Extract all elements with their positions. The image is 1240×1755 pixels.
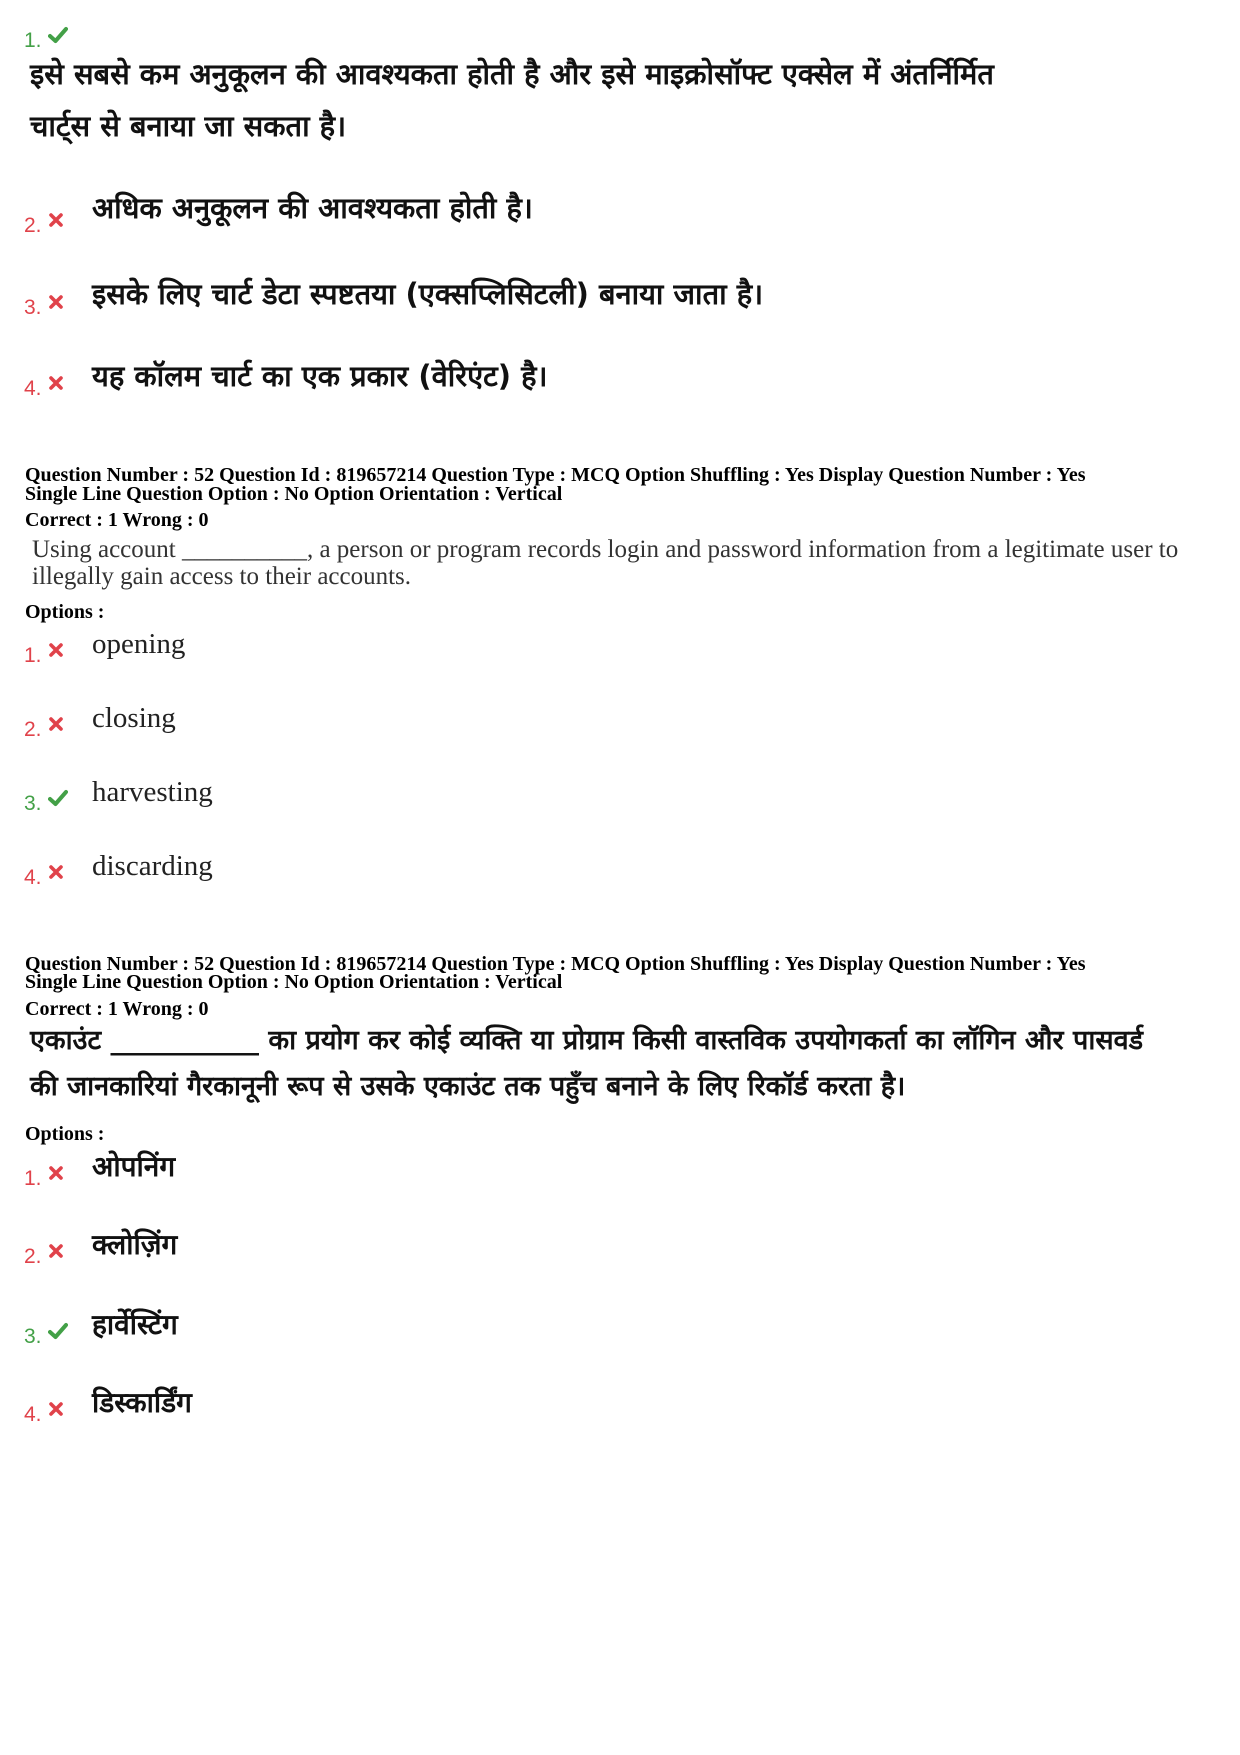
option-number: 3. bbox=[24, 1325, 42, 1348]
check-icon bbox=[48, 1321, 68, 1341]
option-text-line: चार्ट्स से बनाया जा सकता है। bbox=[30, 109, 347, 143]
option-text: closing bbox=[92, 702, 176, 734]
option-text: discarding bbox=[92, 850, 213, 882]
question-meta-line1: Question Number : 52 Question Id : 819657214 Question Type : MCQ Option Shuffling : Yes Display Question Number : Yes bbox=[25, 464, 1086, 486]
option-number: 3. bbox=[24, 792, 42, 815]
option-number: 1. bbox=[24, 1167, 42, 1190]
option-text: opening bbox=[92, 628, 186, 660]
option-number: 2. bbox=[24, 1245, 42, 1268]
option-text: डिस्कार्डिंग bbox=[92, 1386, 192, 1419]
cross-icon bbox=[46, 862, 66, 882]
option-number: 4. bbox=[24, 377, 42, 400]
option-text: इसके लिए चार्ट डेटा स्पष्टतया (एक्सप्लिसिटली) बनाया जाता है। bbox=[92, 277, 764, 311]
option-text: क्लोज़िंग bbox=[92, 1228, 178, 1261]
option-text: अधिक अनुकूलन की आवश्यकता होती है। bbox=[92, 191, 533, 225]
option-text: ओपनिंग bbox=[92, 1150, 176, 1183]
option-number: 2. bbox=[24, 214, 42, 237]
options-label: Options : bbox=[25, 1123, 105, 1145]
cross-icon bbox=[46, 1163, 66, 1183]
cross-icon bbox=[46, 373, 66, 393]
option-text: हार्वेस्टिंग bbox=[92, 1308, 178, 1341]
question-text-line2: की जानकारियां गैरकानूनी रूप से उसके एकाउंट तक पहुँच बनाने के लिए रिकॉर्ड करता है। bbox=[30, 1071, 906, 1102]
option-number: 4. bbox=[24, 866, 42, 889]
option-number: 3. bbox=[24, 296, 42, 319]
question-text-line1: एकाउंट ___________ का प्रयोग कर कोई व्यक्ति या प्रोग्राम किसी वास्तविक उपयोगकर्ता का लॉगिन और पासवर्ड bbox=[30, 1025, 1144, 1056]
cross-icon bbox=[46, 292, 66, 312]
check-icon bbox=[48, 788, 68, 808]
option-number: 1. bbox=[24, 29, 42, 52]
option-number: 1. bbox=[24, 644, 42, 667]
question-meta-line1: Question Number : 52 Question Id : 819657214 Question Type : MCQ Option Shuffling : Yes Display Question Number : Yes bbox=[25, 953, 1086, 975]
options-label: Options : bbox=[25, 601, 105, 623]
question-text-line2: illegally gain access to their accounts. bbox=[32, 563, 412, 590]
question-marks: Correct : 1 Wrong : 0 bbox=[25, 998, 209, 1020]
cross-icon bbox=[46, 1241, 66, 1261]
option-text: harvesting bbox=[92, 776, 213, 808]
option-text-line: इसे सबसे कम अनुकूलन की आवश्यकता होती है और इसे माइक्रोसॉफ्ट एक्सेल में अंतर्निर्मित bbox=[30, 57, 994, 91]
question-marks: Correct : 1 Wrong : 0 bbox=[25, 509, 209, 531]
option-number: 2. bbox=[24, 718, 42, 741]
option-number: 4. bbox=[24, 1403, 42, 1426]
check-icon bbox=[48, 25, 68, 45]
cross-icon bbox=[46, 640, 66, 660]
cross-icon bbox=[46, 1399, 66, 1419]
cross-icon bbox=[46, 714, 66, 734]
option-text: यह कॉलम चार्ट का एक प्रकार (वेरिएंट) है। bbox=[92, 359, 548, 393]
question-meta-line2: Single Line Question Option : No Option Orientation : Vertical bbox=[25, 483, 563, 505]
question-meta-line2: Single Line Question Option : No Option Orientation : Vertical bbox=[25, 971, 563, 993]
question-text-line1: Using account __________, a person or program records login and password information from a legitimate user to bbox=[32, 536, 1179, 563]
cross-icon bbox=[46, 210, 66, 230]
